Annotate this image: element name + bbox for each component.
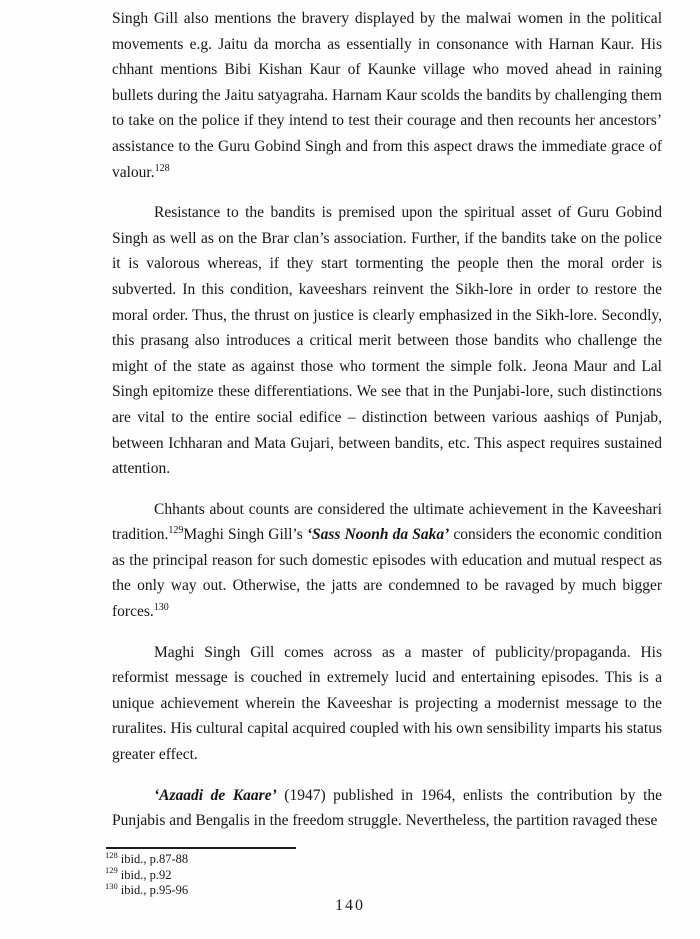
paragraph	[112, 497, 662, 625]
paragraph	[112, 200, 662, 482]
footnote-reference: 129	[168, 525, 184, 537]
paragraph	[112, 640, 662, 768]
document-body	[112, 6, 662, 849]
footnote-reference: 130	[153, 601, 169, 613]
footnote-reference: 128	[154, 162, 170, 174]
text-run: Maghi Singh Gill comes across as a master of publicity/propaganda. His reformist message is couched in extremely lucid and entertaining episodes. This is a unique achievement wherein the Kaveeshar is projecting a modernist message to the ruralites. His cultural capital acquired coupled with his own sensibility imparts his status greater effect.	[112, 643, 662, 764]
work-title: ‘Azaadi de Kaare’	[154, 786, 277, 804]
footnote-text: ibid., p.92	[120, 867, 172, 882]
text-run: Chhants about counts are considered the ultimate achievement in the Kaveeshari tradition.	[112, 500, 662, 544]
footnote-separator	[106, 847, 296, 849]
text-run: Resistance to the bandits is premised upon the spiritual asset of Guru Gobind Singh as well as on the Brar clan’s association. Further, if the bandits take on the police it is valorous whereas, if they start tormenting the people then the moral order is subverted. In this condition, kaveeshars reinvent the Sikh-lore in order to restore the moral order. Thus, the thrust on justice is clearly emphasized in the Sikh-lore. Secondly, this prasang also introduces a critical merit between those bandits who challenge the might of the state as against those who torment the simple folk. Jeona Maur and Lal Singh epitomize these differentiations. We see that in the Punjabi-lore, such distinctions are vital to the entire social edifice – distinction between various aashiqs of Punjab, between Ichharan and Mata Gujari, between bandits, etc. This aspect requires sustained attention.	[112, 204, 662, 478]
page-number: 140	[335, 897, 365, 914]
footnote-number: 130	[105, 880, 118, 891]
text-run: (1947) published in 1964, enlists the contribution by the Punjabis and Bengalis in the freedom struggle. Nevertheless, the partition ravaged these	[112, 786, 663, 830]
footnote-number: 128	[105, 849, 118, 860]
paragraph	[112, 783, 662, 834]
footnotes-block	[105, 849, 189, 899]
text-run: considers the economic condition as the principal reason for such domestic episodes with education and mutual respect as the only way out. Otherwise, the jatts are condemned to be ravaged by much bigger forces.	[112, 526, 662, 621]
text-run: Singh Gill also mentions the bravery displayed by the malwai women in the political movements e.g. Jaitu da morcha as essentially in consonance with Harnan Kaur. His chhant mentions Bibi Kishan Kaur of Kaunke village who moved ahead in raining bullets during the Jaitu satyagraha. Harnam Kaur scolds the bandits by challenging them to take on the police if they intend to test their courage and then recounts her ancestors’ assistance to the Guru Gobind Singh and from this aspect draws the immediate grace of valour.	[112, 10, 662, 181]
work-title: ‘Sass Noonh da Saka’	[306, 526, 450, 544]
paragraph	[112, 6, 662, 185]
footnote-number: 129	[105, 865, 118, 876]
footnote-text: ibid., p.95-96	[120, 883, 189, 897]
footnote-text: ibid., p.87-88	[120, 852, 189, 866]
text-run: Maghi Singh Gill’s	[183, 526, 307, 544]
